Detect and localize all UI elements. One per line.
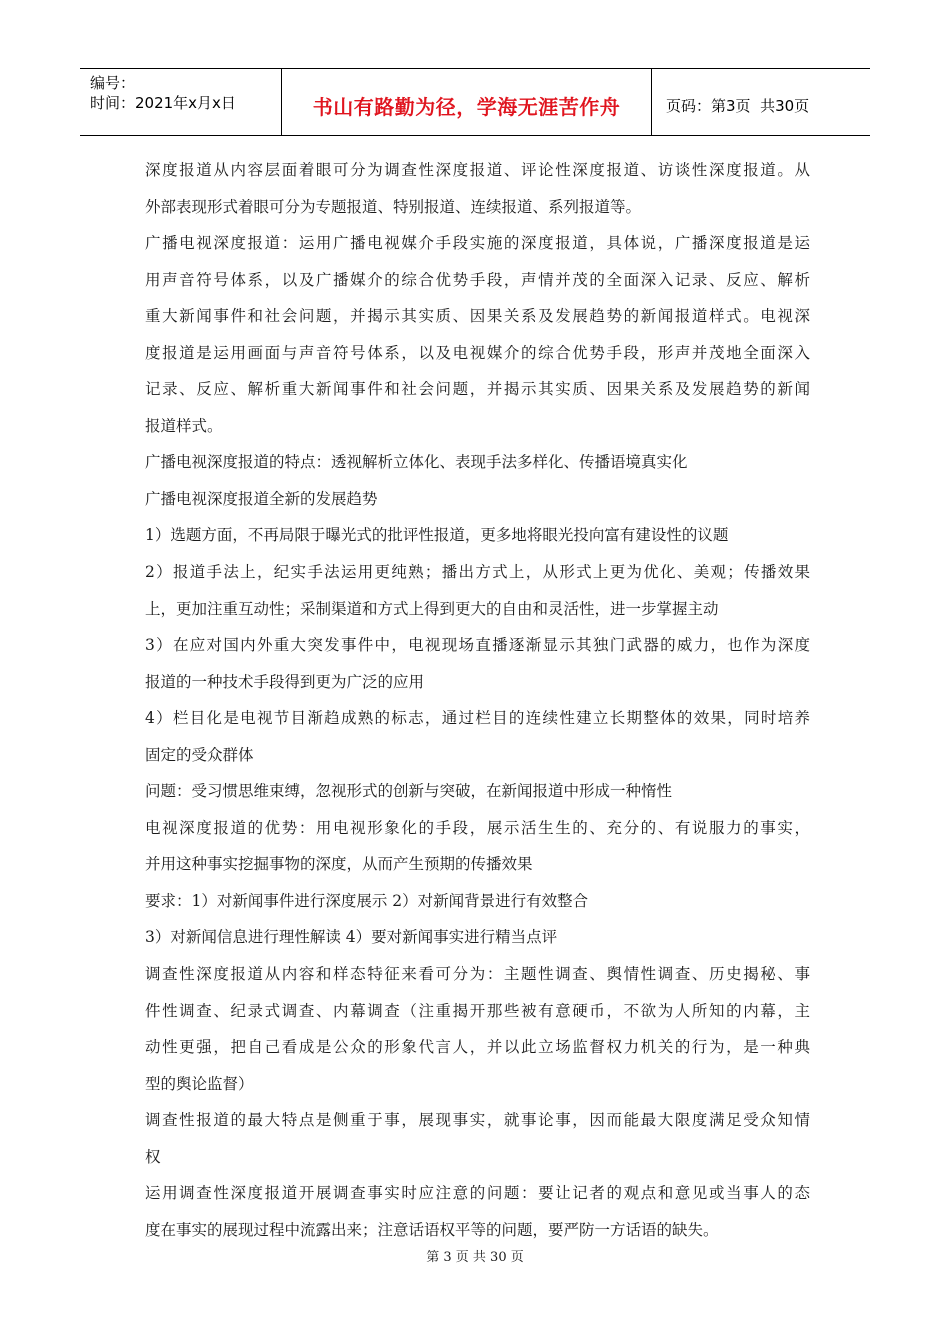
text-line: 上，更加注重互动性；采制渠道和方式上得到更大的自由和灵活性，进一步掌握主动 (145, 599, 719, 618)
text-line: 4）栏目化是电视节目渐趋成熟的标志，通过栏目的连续性建立长期整体的效果，同时培养 (145, 709, 810, 728)
text-line: 问题：受习惯思维束缚，忽视形式的创新与突破，在新闻报道中形成一种惰性 (145, 782, 673, 801)
text-line: 报道的一种技术手段得到更为广泛的应用 (145, 672, 425, 691)
text-line: 用声音符号体系，以及广播媒介的综合优势手段，声情并茂的全面深入记录、反应、解析 (145, 270, 810, 289)
motto-text: 书山有路勤为径，学海无涯苦作舟 (312, 94, 621, 119)
text-line: 要求：1）对新闻事件进行深度展示 2）对新闻背景进行有效整合 (145, 891, 589, 910)
text-line: 并用这种事实挖掘事物的深度，从而产生预期的传播效果 (145, 855, 533, 874)
document-header (80, 68, 870, 136)
number-label: 编号： (90, 74, 136, 92)
text-line: 件性调查、纪录式调查、内幕调查（注重揭开那些被有意硬币，不欲为人所知的内幕，主 (145, 1001, 810, 1020)
text-line: 记录、反应、解析重大新闻事件和社会问题，并揭示其实质、因果关系及发展趋势的新闻 (145, 380, 810, 399)
header-page-info (652, 69, 870, 135)
text-line: 广播电视深度报道：运用广播电视媒介手段实施的深度报道，具体说，广播深度报道是运 (145, 234, 810, 253)
text-line: 深度报道从内容层面着眼可分为调查性深度报道、评论性深度报道、访谈性深度报道。从 (145, 161, 810, 179)
text-line: 动性更强，把自己看成是公众的形象代言人，并以此立场监督权力机关的行为，是一种典 (145, 1038, 810, 1057)
text-line: 运用调查性深度报道开展调查事实时应注意的问题：要让记者的观点和意见或当事人的态 (145, 1184, 810, 1203)
text-line: 广播电视深度报道的特点：透视解析立体化、表现手法多样化、传播语境真实化 (145, 453, 688, 472)
text-line: 型的舆论监督） (145, 1074, 254, 1093)
text-line: 调查性深度报道从内容和样态特征来看可分为：主题性调查、舆情性调查、历史揭秘、事 (145, 965, 810, 984)
text-line: 3）在应对国内外重大突发事件中，电视现场直播逐渐显示其独门武器的威力，也作为深度 (145, 636, 810, 655)
text-line: 重大新闻事件和社会问题，并揭示其实质、因果关系及发展趋势的新闻报道样式。电视深 (145, 307, 810, 326)
text-line: 度报道是运用画面与声音符号体系，以及电视媒介的综合优势手段，形声并茂地全面深入 (145, 343, 810, 362)
text-line: 3）对新闻信息进行理性解读 4）要对新闻事实进行精当点评 (145, 928, 558, 947)
header-motto-cell (282, 69, 652, 135)
body-text (145, 152, 810, 1248)
text-line: 广播电视深度报道全新的发展趋势 (145, 489, 378, 508)
text-line: 权 (145, 1147, 161, 1166)
time-label: 时间：2021年x月x日 (90, 94, 236, 112)
text-line: 固定的受众群体 (145, 745, 254, 764)
text-line: 2）报道手法上，纪实手法运用更纯熟；播出方式上，从形式上更为优化、美观；传播效果 (145, 563, 810, 582)
text-line: 报道样式。 (145, 416, 223, 435)
text-line: 电视深度报道的优势：用电视形象化的手段，展示活生生的、充分的、有说服力的事实， (145, 818, 810, 837)
text-line: 外部表现形式着眼可分为专题报道、特别报道、连续报道、系列报道等。 (145, 197, 642, 216)
page-footer: 第 3 页 共 30 页 (426, 1250, 524, 1265)
header-meta (80, 69, 282, 135)
page-info-text: 页码：第3页 共30页 (666, 96, 810, 115)
text-line: 1）选题方面，不再局限于曝光式的批评性报道，更多地将眼光投向富有建设性的议题 (145, 526, 729, 545)
text-line: 调查性报道的最大特点是侧重于事，展现事实，就事论事，因而能最大限度满足受众知情 (145, 1111, 810, 1130)
text-line: 度在事实的展现过程中流露出来；注意话语权平等的问题，要严防一方话语的缺失。 (145, 1220, 719, 1239)
